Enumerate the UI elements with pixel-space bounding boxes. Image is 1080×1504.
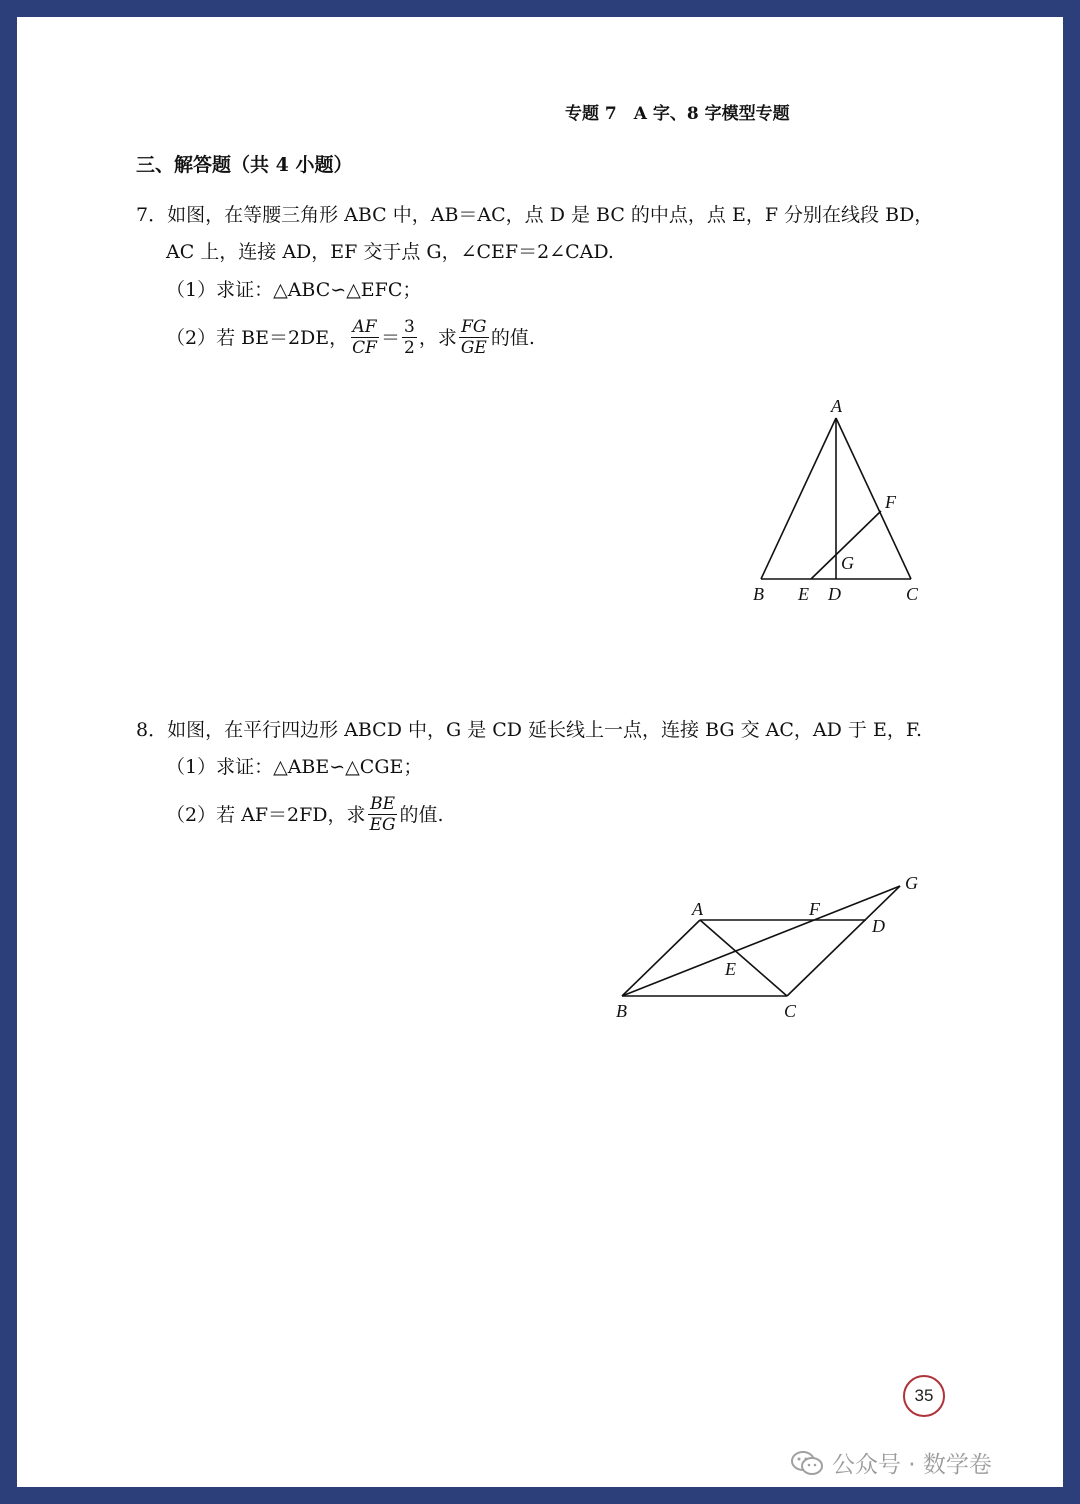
q8-parallelogram-figure — [600, 865, 940, 1025]
q7-fraction-af-cf — [350, 317, 379, 358]
q7-part2-suffix: 的值. — [490, 326, 535, 349]
q7-part2-mid: ，求 — [418, 326, 457, 349]
q8-part1: （1）求证：△ABE∽△CGE； — [166, 756, 423, 778]
watermark-text: 公众号 · 数学卷 — [832, 1452, 992, 1478]
page-number-badge — [903, 1375, 945, 1417]
frac-numerator: BE — [370, 794, 395, 814]
label-a: A — [692, 899, 703, 919]
segment-ab — [622, 920, 700, 996]
label-e: E — [725, 959, 736, 979]
q8-line1: 8．如图，在平行四边形 ABCD 中，G 是 CD 延长线上一点，连接 BG 交 AC，AD 于 E，F. — [136, 719, 923, 741]
q8-part2-prefix: （2）若 AF＝2FD，求 — [166, 803, 366, 826]
label-d: D — [872, 916, 885, 936]
q7-triangle-figure — [740, 390, 940, 615]
segment-bg — [622, 886, 900, 996]
label-d: D — [828, 584, 841, 604]
label-f: F — [809, 899, 820, 919]
label-b: B — [753, 584, 764, 604]
segment-ab — [761, 418, 836, 579]
q7-fraction-fg-ge — [459, 317, 489, 358]
q7-line1: 7．如图，在等腰三角形 ABC 中，AB＝AC，点 D 是 BC 的中点，点 E，F 分别在线段 BD， — [136, 204, 934, 226]
page-header: 专题 7 A 字、8 字模型专题 — [565, 104, 790, 124]
q8-part2-suffix: 的值. — [399, 803, 444, 826]
page-number: 35 — [914, 1386, 934, 1405]
label-e: E — [798, 584, 809, 604]
label-c: C — [784, 1001, 797, 1021]
frac-numerator: FG — [461, 317, 487, 337]
wechat-icon — [790, 1450, 824, 1476]
label-g: G — [905, 873, 918, 893]
q8-fraction-be-eg — [368, 794, 398, 835]
frac-numerator: AF — [352, 317, 377, 337]
watermark — [790, 1446, 992, 1479]
frac-numerator: 3 — [403, 317, 415, 337]
label-f: F — [885, 492, 896, 512]
q7-line2: AC 上，连接 AD，EF 交于点 G，∠CEF＝2∠CAD. — [166, 241, 614, 263]
frac-denominator: CF — [352, 338, 377, 358]
frac-denominator: GE — [460, 338, 487, 358]
q7-fraction-3-2 — [402, 317, 417, 358]
frac-denominator: EG — [369, 815, 396, 835]
section-title: 三、解答题（共 4 小题） — [136, 154, 353, 176]
segment-ac — [700, 920, 787, 996]
worksheet-page — [17, 17, 1063, 1487]
label-b: B — [616, 1001, 627, 1021]
q7-part2 — [166, 317, 535, 358]
frac-denominator: 2 — [403, 338, 415, 358]
q7-part2-prefix: （2）若 BE＝2DE， — [166, 326, 349, 349]
label-a: A — [831, 396, 842, 416]
equals-sign: ＝ — [380, 326, 400, 349]
label-c: C — [906, 584, 919, 604]
label-g: G — [841, 553, 854, 573]
q8-part2 — [166, 794, 444, 835]
segment-cg — [787, 886, 900, 996]
q7-part1: （1）求证：△ABC∽△EFC； — [166, 279, 422, 301]
